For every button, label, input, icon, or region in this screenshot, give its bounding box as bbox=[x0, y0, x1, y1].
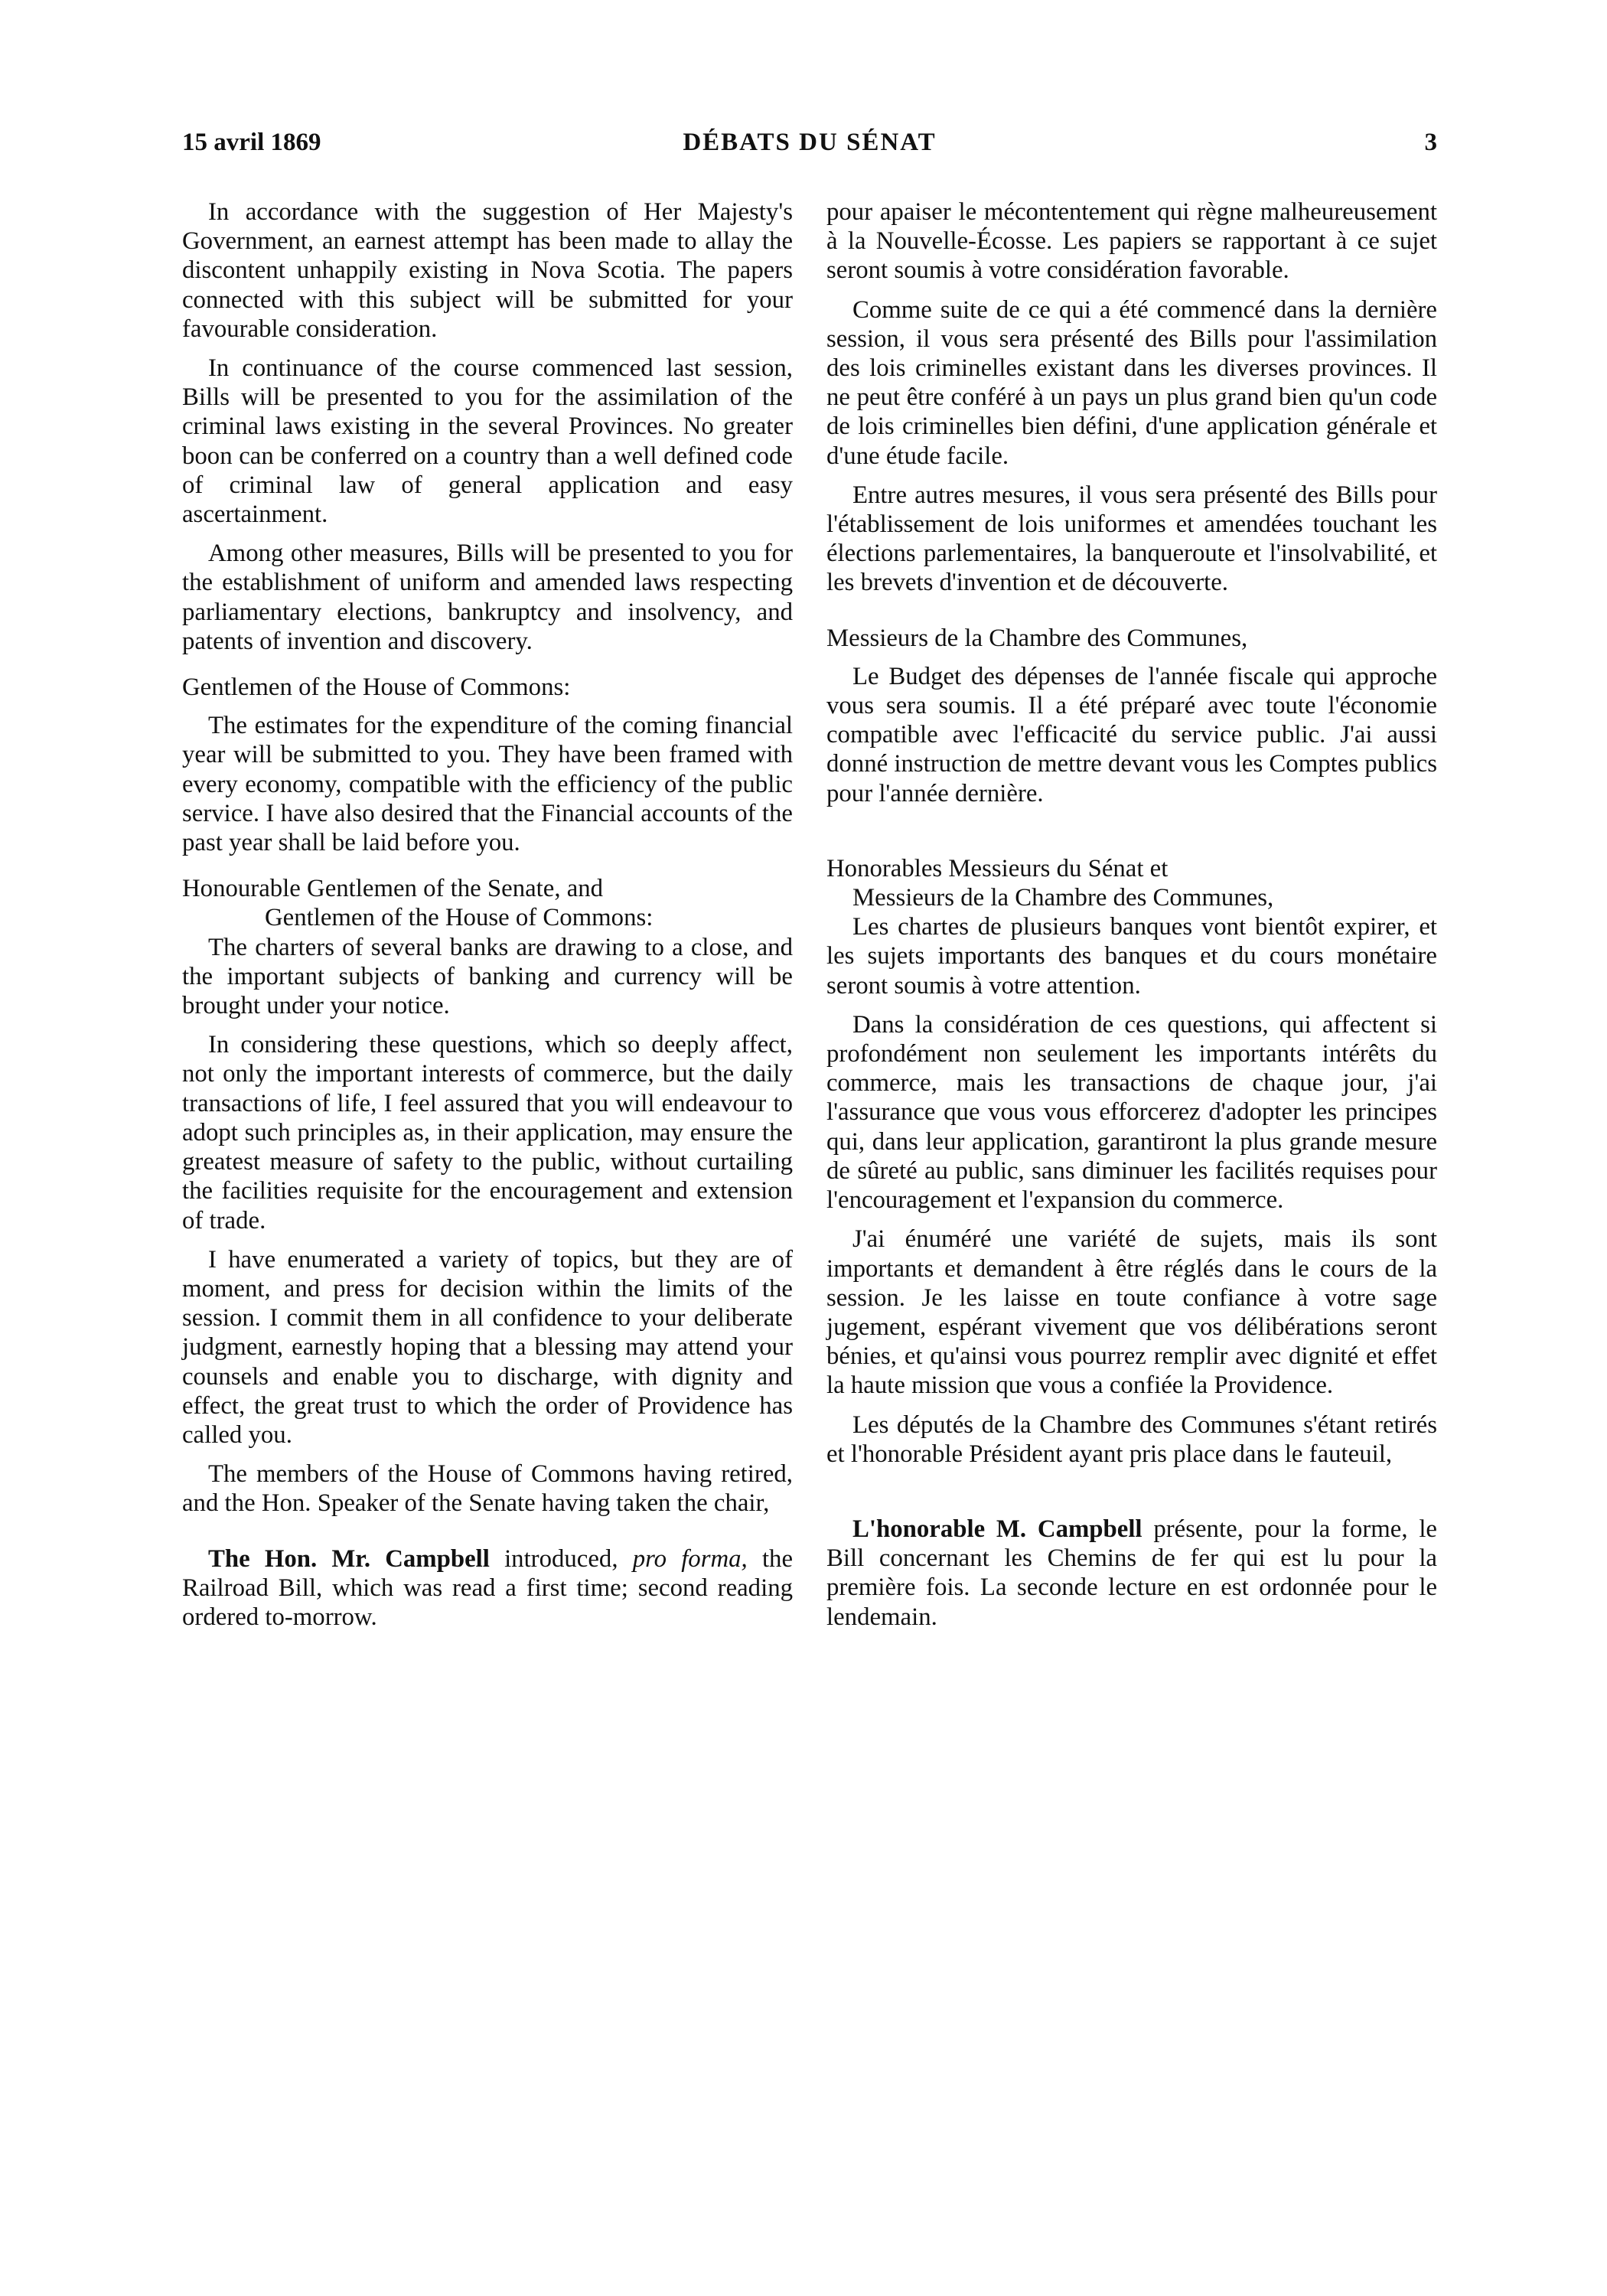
french-heading-commons: Messieurs de la Chambre des Communes, bbox=[826, 624, 1248, 652]
french-speaker-name: L'honorable M. Campbell bbox=[852, 1515, 1143, 1543]
french-p9-text: présente, pour la forme, le Bill concernant les Chemins de fer qui est lu pour la première fois. La seconde lecture en est ordonnée pour le lendemain. bbox=[826, 1515, 1437, 1631]
english-paragraph-7: I have enumerated a variety of topics, but they are of moment, and press for decision within the limits of the session. I commit them in all confidence to your deliberate judgment, earnestly hoping that a blessing may attend your counsels and enable you to discharge, with dignity and effect, the great trust to which the order of Providence has called you. bbox=[182, 1245, 793, 1449]
french-paragraph-2: Comme suite de ce qui a été commencé dans la dernière session, il vous sera présenté des Bills pour l'assimilation des lois criminelles existant dans les diverses provinces. Il ne peut être conféré à un pays un plus grand bien qu'un code de lois criminelles bien défini, d'une application générale et d'une étude facile. bbox=[826, 295, 1437, 470]
french-paragraph-3: Entre autres mesures, il vous sera présenté des Bills pour l'établissement de lois uniformes et amendées touchant les élections parlementaires, la banqueroute et l'insolvabilité, et les brevets d'invention et de découverte. bbox=[826, 481, 1437, 597]
french-paragraph-7: J'ai énuméré une variété de sujets, mais ils sont importants et demandent à être réglés dans le cours de la session. Je les laisse en toute confiance à votre sage jugement, espérant vivement que vos délibérations seront bénies, et qu'ainsi vous pourrez remplir avec dignité et effet la haute mission que vous a confiée la Providence. bbox=[826, 1225, 1437, 1400]
english-paragraph-3: Among other measures, Bills will be presented to you for the establishment of uniform and amended laws respecting parliamentary elections, bankruptcy and insolvency, and patents of invention and discovery. bbox=[182, 540, 793, 655]
french-paragraph-4: Le Budget des dépenses de l'année fiscale qui approche vous sera soumis. Il a été préparé avec toute l'économie compatible avec l'efficacité du service public. J'ai aussi donné instruction de mettre devant vous les Comptes publics pour l'année dernière. bbox=[826, 662, 1437, 807]
english-p9-text1: introduced, bbox=[504, 1544, 618, 1573]
english-speaker-name: The Hon. Mr. Campbell bbox=[208, 1544, 490, 1573]
english-paragraph-8: The members of the House of Commons having retired, and the Hon. Speaker of the Senate having taken the chair, bbox=[182, 1460, 793, 1518]
french-paragraph-6: Dans la considération de ces questions, qui affectent si profondément non seulement les importants intérêts du commerce, mais les transactions de chaque jour, j'ai l'assurance que vous vous efforcerez d'adopter les principes qui, dans leur application, garantiront la plus grande mesure de sûreté au public, sans diminuer les facilités requises pour l'encouragement et l'expansion du commerce. bbox=[826, 1010, 1437, 1215]
french-column bbox=[826, 197, 1437, 1632]
french-paragraph-5: Les chartes de plusieurs banques vont bientôt expirer, et les sujets importants des banques et du cours monétaire seront soumis à votre attention. bbox=[826, 913, 1437, 1000]
english-paragraph-2: In continuance of the course commenced last session, Bills will be presented to you for the assimilation of the criminal laws existing in the several Provinces. No greater boon can be conferred on a country than a well defined code of criminal law of general application and easy ascertainment. bbox=[182, 354, 793, 529]
english-p9-text2: the Railroad Bill, which was read a first time; second reading ordered to-morrow. bbox=[182, 1544, 794, 1631]
page-number: 3 bbox=[1424, 129, 1437, 156]
english-paragraph-4: The estimates for the expenditure of the coming financial year will be submitted to you. They have been framed with every economy, compatible with the efficiency of the public service. I have also desired that the Financial accounts of the past year shall be laid before you. bbox=[182, 712, 793, 857]
french-heading-senate-line1: Honorables Messieurs du Sénat et bbox=[826, 854, 1169, 882]
french-paragraph-8: Les députés de la Chambre des Communes s'étant retirés et l'honorable Président ayant pris place dans le fauteuil, bbox=[826, 1411, 1437, 1468]
french-paragraph-1: pour apaiser le mécontentement qui règne malheureusement à la Nouvelle-Écosse. Les papiers se rapportant à ce sujet seront soumis à votre considération favorable. bbox=[826, 198, 1437, 285]
english-paragraph-9 bbox=[182, 1544, 793, 1632]
header-date: 15 avril 1869 bbox=[182, 129, 321, 156]
english-paragraph-5: The charters of several banks are drawing to a close, and the important subjects of banking and currency will be brought under your notice. bbox=[182, 933, 793, 1020]
english-paragraph-6: In considering these questions, which so deeply affect, not only the important interests of commerce, but the daily transactions of life, I feel assured that you will endeavour to adopt such principles as, in their application, may ensure the greatest measure of safety to the public, without curtailing the facilities requisite for the encouragement and extension of trade. bbox=[182, 1031, 793, 1234]
french-paragraph-9 bbox=[826, 1515, 1437, 1632]
english-heading-commons: Gentlemen of the House of Commons: bbox=[182, 673, 571, 702]
french-heading-senate-line2: Messieurs de la Chambre des Communes, bbox=[852, 884, 1274, 912]
english-heading-senate-line1: Honourable Gentlemen of the Senate, and bbox=[182, 875, 604, 903]
english-column bbox=[182, 197, 793, 1632]
english-heading-senate-line2: Gentlemen of the House of Commons: bbox=[265, 904, 654, 932]
english-paragraph-1: In accordance with the suggestion of Her Majesty's Government, an earnest attempt has been made to allay the discontent unhappily existing in Nova Scotia. The papers connected with this subject will be submitted for your favourable consideration. bbox=[182, 198, 793, 343]
header-title: DÉBATS DU SÉNAT bbox=[683, 129, 937, 156]
page-header bbox=[182, 129, 1437, 165]
english-p9-italic: pro forma, bbox=[632, 1544, 748, 1573]
